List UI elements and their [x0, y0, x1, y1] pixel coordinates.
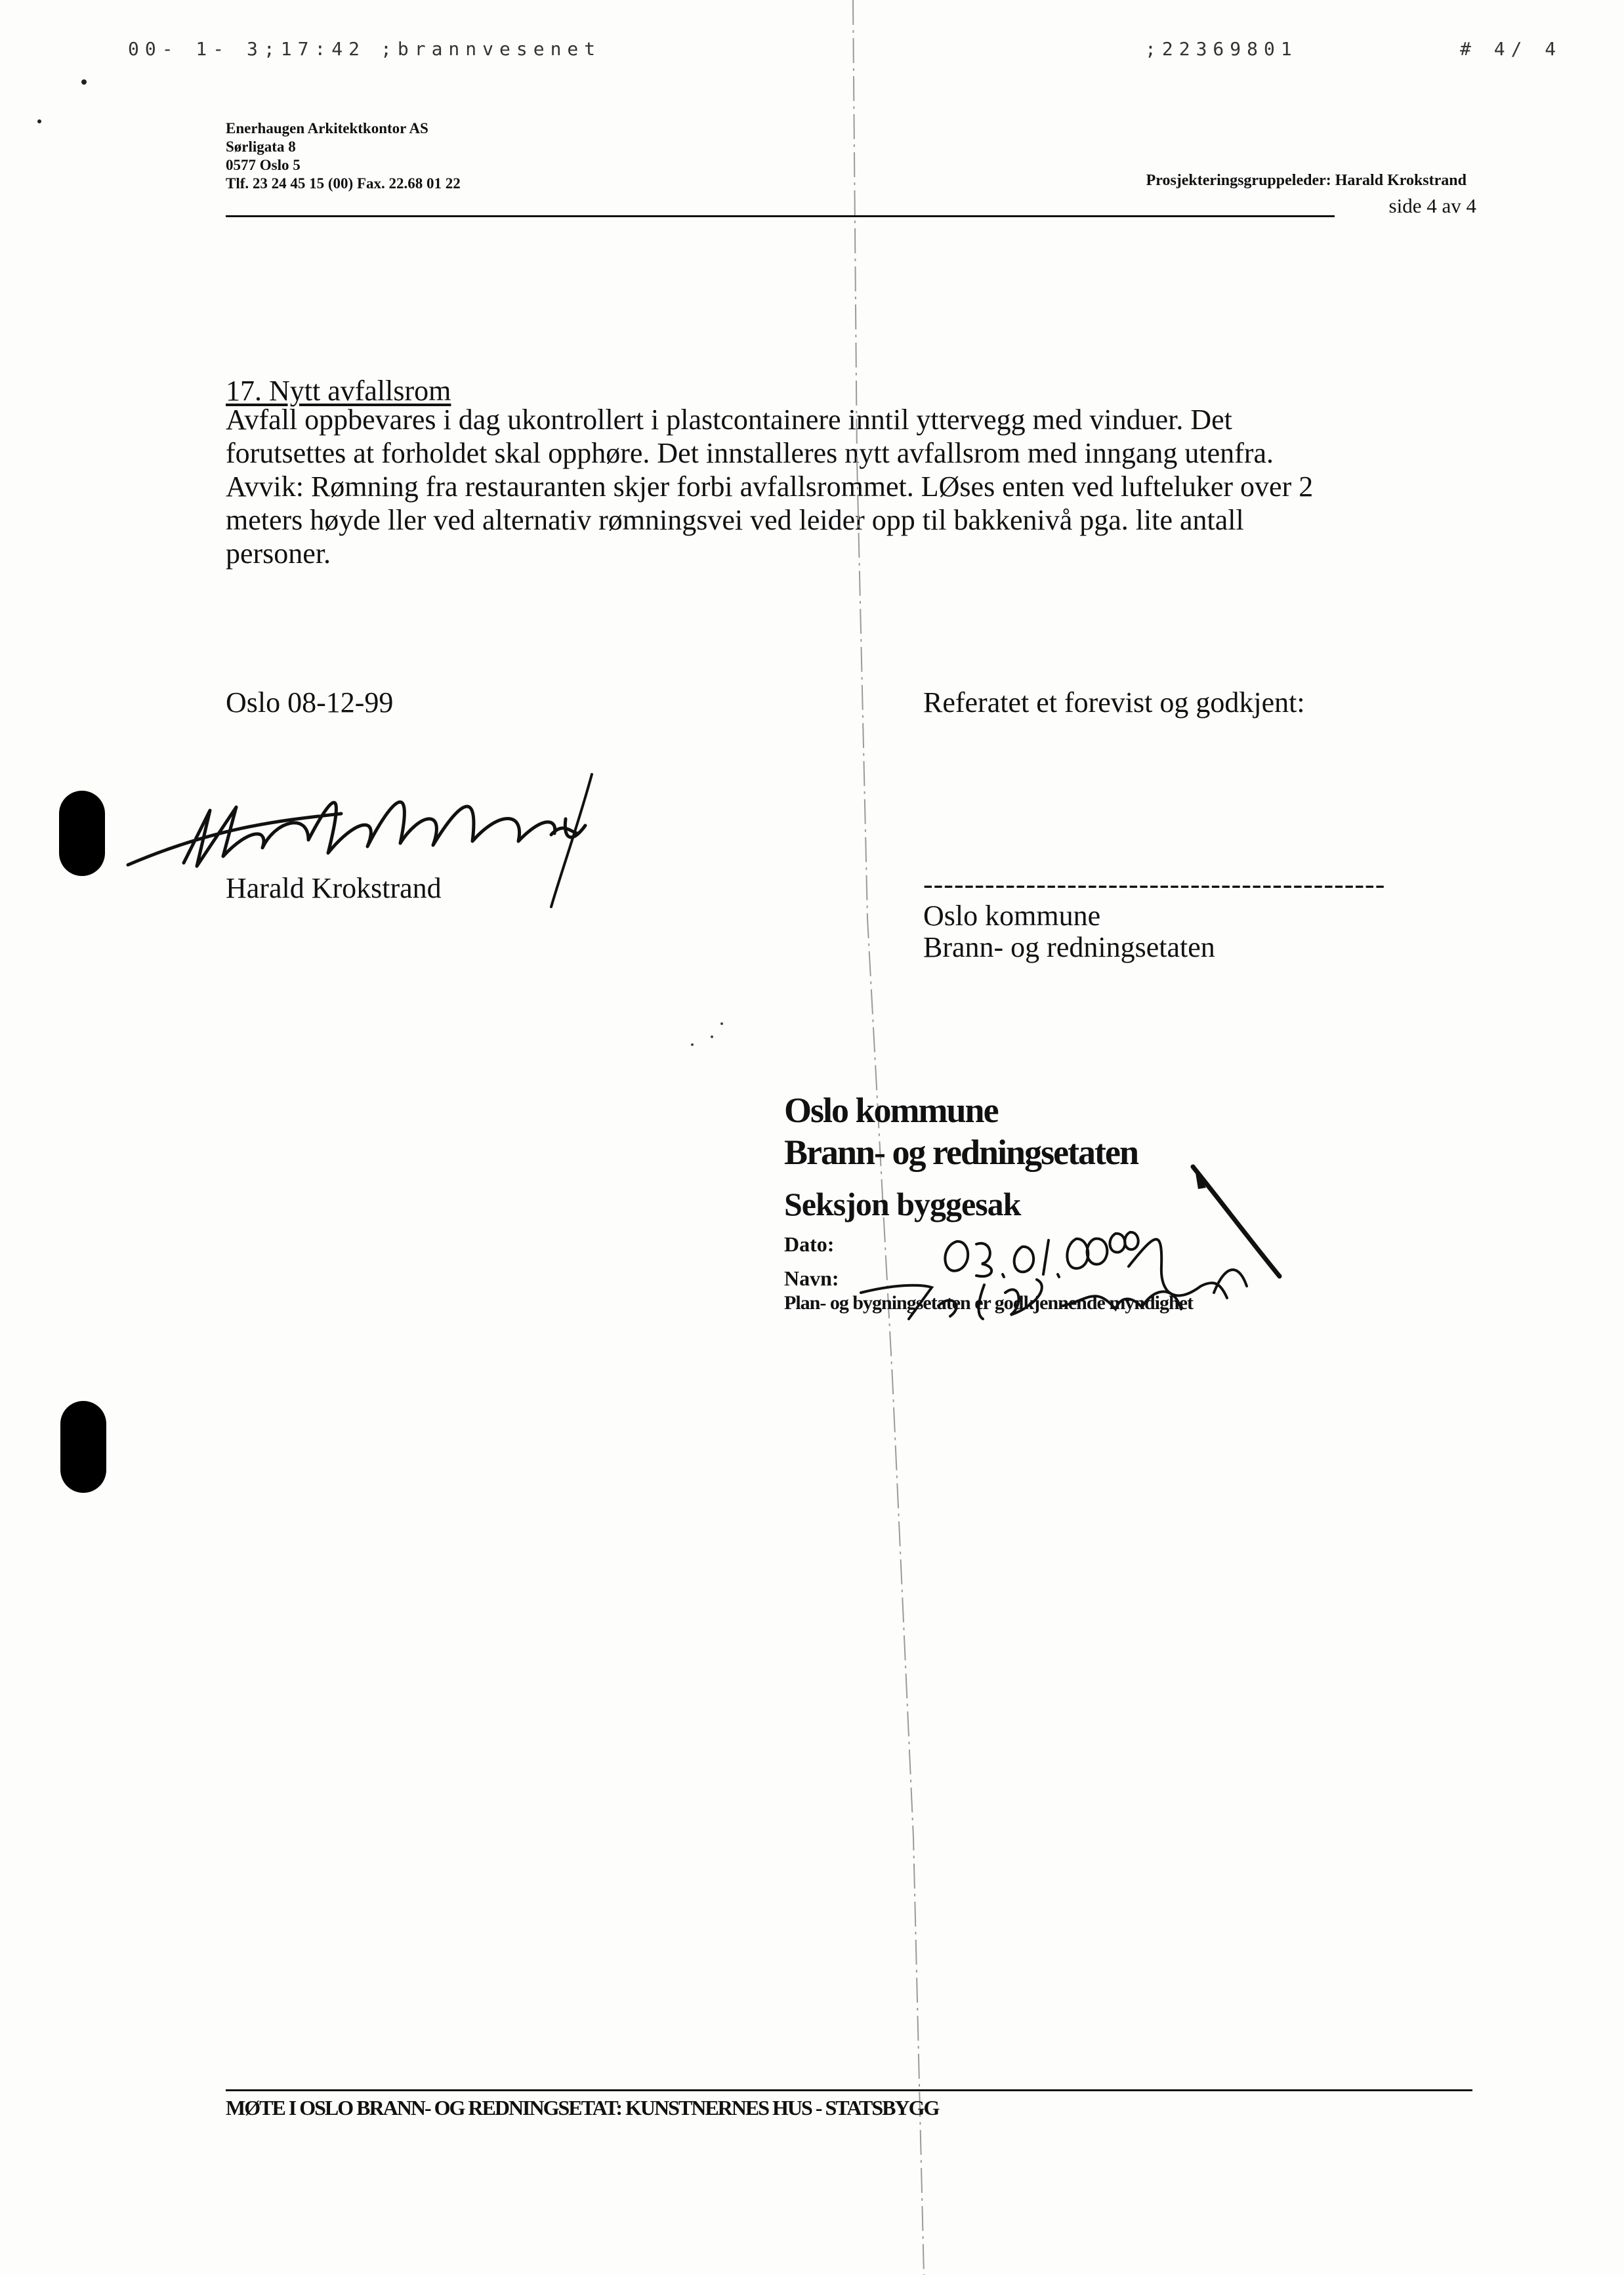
scan-speck — [81, 79, 87, 85]
stamp-name-label: Navn: — [784, 1266, 839, 1290]
place-date: Oslo 08-12-99 — [226, 686, 394, 719]
body-line: Avvik: Rømning fra restauranten skjer forbi avfallsrommet. LØses enten ved lufteluker over 2 — [226, 470, 1314, 503]
scan-speck — [711, 1035, 713, 1038]
approver-dept: Brann- og redningsetaten — [923, 931, 1215, 963]
stamp-authority: Plan- og bygningsetaten er godkjennende myndighet — [784, 1292, 1194, 1314]
stamp-org: Oslo kommune — [784, 1091, 998, 1130]
stamp-dept: Brann- og redningsetaten — [784, 1133, 1138, 1172]
stamp-slash-tip — [1194, 1165, 1206, 1189]
company-contact: Tlf. 23 24 45 15 (00) Fax. 22.68 01 22 — [226, 175, 461, 192]
approval-stamp — [784, 1089, 1193, 1314]
fax-page: # 4/ 4 — [1460, 38, 1562, 60]
signature-line: --------------------------------------------- — [923, 868, 1386, 900]
body-line: Avfall oppbevares i dag ukontrollert i plastcontainere inntil yttervegg med vinduer. Det — [226, 404, 1232, 436]
signature-stroke — [551, 774, 592, 907]
project-manager: Prosjekteringsgruppeleder: Harald Krokstrand — [1146, 172, 1467, 189]
body-line: personer. — [226, 537, 331, 570]
fax-sender: ;brannvesenet — [381, 38, 602, 60]
approver-org: Oslo kommune — [923, 900, 1101, 932]
footer-rule — [226, 2089, 1472, 2091]
scan-speck — [691, 1043, 694, 1046]
body-line: meters høyde ller ved alternativ rømningsvei ved leider opp til bakkenivå pga. lite antall — [226, 504, 1244, 536]
company-street: Sørligata 8 — [226, 138, 296, 155]
stamp-section: Seksjon byggesak — [784, 1186, 1021, 1222]
signature-harald — [128, 802, 585, 866]
page-number: side 4 av 4 — [1388, 194, 1476, 217]
footer-text: MØTE I OSLO BRANN- OG REDNINGSETAT: KUNSTNERNES HUS - STATSBYGG — [226, 2096, 939, 2119]
signer-name: Harald Krokstrand — [226, 872, 442, 904]
approval-label: Referatet et forevist og godkjent: — [923, 686, 1305, 719]
body-line: forutsettes at forholdet skal opphøre. Det innstalleres nytt avfallsrom med inngang utenfra. — [226, 437, 1274, 469]
scan-speck — [37, 119, 41, 123]
company-postal: 0577 Oslo 5 — [226, 157, 301, 173]
stamp-slash — [1193, 1167, 1280, 1276]
scan-speck — [720, 1022, 723, 1025]
company-name: Enerhaugen Arkitektkontor AS — [226, 120, 428, 136]
section-heading: 17. Nytt avfallsrom — [226, 375, 451, 407]
fax-timestamp: 00- 1- 3;17:42 — [128, 38, 366, 60]
fax-number: ;22369801 — [1145, 38, 1298, 60]
stamp-date-label: Dato: — [784, 1232, 835, 1256]
